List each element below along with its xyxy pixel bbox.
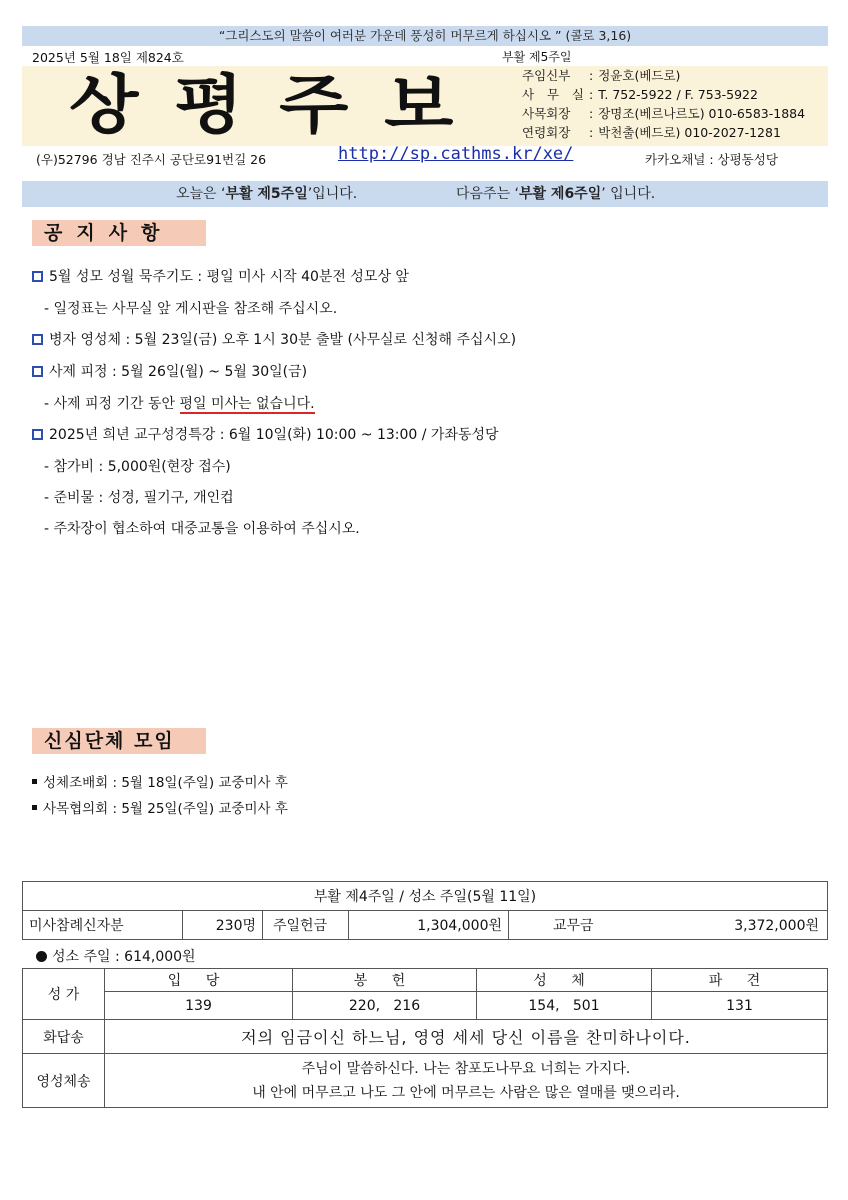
liturgical-week: 부활 제5주일 — [502, 50, 572, 64]
contact-office: 사 무 실 : T. 752-5922 / F. 753-5922 — [522, 87, 758, 102]
diocese-value: 3,372,000원 — [734, 918, 819, 934]
hymn-col-entrance: 입 당 — [105, 969, 293, 992]
checkbox-icon — [32, 271, 43, 282]
notice-subitem: - 준비물 : 성경, 필기구, 개인컵 — [44, 490, 234, 506]
bulletin-title: 상 평 주 보 — [68, 69, 456, 143]
diocese-label: 교무금 — [553, 918, 594, 934]
notice-item: 사제 피정 : 5월 26일(월) ~ 5월 30일(금) — [32, 361, 307, 381]
stats-heading: 부활 제4주일 / 성소 주일(5월 11일) — [23, 882, 828, 911]
hymn-col-offertory: 봉 헌 — [293, 969, 477, 992]
notice-subitem: - 참가비 : 5,000원(현장 접수) — [44, 459, 231, 475]
contact-council: 사목회장 : 장명조(베르나르도) 010-6583-1884 — [522, 106, 806, 121]
bullet-icon — [32, 805, 37, 810]
hymn-col-communion: 성 체 — [477, 969, 652, 992]
hymn-entrance-number: 139 — [105, 992, 293, 1020]
notice-subitem: - 일정표는 사무실 앞 게시판을 참조해 주십시오. — [44, 301, 338, 317]
communion-antiphon-text: 주님이 말씀하신다. 나는 참포도나무요 너희는 가지다. 내 안에 머무르고 나도 그 안에 머무르는 사람은 많은 열매를 맺으리라. — [105, 1054, 828, 1108]
hymns-table — [22, 968, 828, 1108]
contact-pastor: 주임신부 : 정윤호(베드로) — [522, 68, 681, 83]
communion-antiphon-label: 영성체송 — [23, 1054, 105, 1108]
attendance-value: 230명 — [183, 911, 263, 940]
psalm-label: 화답송 — [23, 1020, 105, 1054]
bullet-icon — [36, 951, 47, 962]
kakao-channel: 카카오채널 : 상평동성당 — [645, 152, 778, 167]
attendance-label: 미사참례신자분 — [23, 911, 183, 940]
hymn-offertory-number: 220, 216 — [293, 992, 477, 1020]
hymn-dismissal-number: 131 — [652, 992, 828, 1020]
diocese-cell — [509, 911, 828, 940]
notice-item: 5월 성모 성월 묵주기도 : 평일 미사 시작 40분전 성모상 앞 — [32, 266, 409, 286]
contact-list — [522, 66, 805, 142]
notice-item: 2025년 희년 교구성경특강 : 6월 10일(화) 10:00 ~ 13:00 / 가좌동성당 — [32, 424, 499, 444]
psalm-text: 저의 임금이신 하느님, 영영 세세 당신 이름을 찬미하나이다. — [105, 1020, 828, 1054]
hymn-col-dismissal: 파 견 — [652, 969, 828, 992]
hymn-communion-number: 154, 501 — [477, 992, 652, 1020]
next-week: 다음주는 ‘부활 제6주일’ 입니다. — [456, 186, 656, 202]
groups-title: 신심단체 모임 — [32, 728, 206, 754]
highlighted-text: 평일 미사는 없습니다. — [179, 396, 315, 412]
bullet-icon — [32, 779, 37, 784]
church-address: (우)52796 경남 진주시 공단로91번길 26 — [36, 152, 267, 167]
issue-date: 2025년 5월 18일 제824호 — [32, 50, 184, 65]
today-bar — [22, 181, 828, 207]
today-week: 오늘은 ‘부활 제5주일’입니다. — [176, 186, 358, 202]
hymn-label: 성 가 — [23, 969, 105, 1020]
vocation-offering: 성소 주일 : 614,000원 — [36, 946, 196, 966]
checkbox-icon — [32, 429, 43, 440]
group-item: 사목협의회 : 5월 25일(주일) 교중미사 후 — [32, 797, 288, 817]
header-verse: “그리스도의 말씀이 여러분 가운데 풍성히 머무르게 하십시오 ” (콜로 3,16) — [22, 26, 828, 46]
notice-item: 병자 영성체 : 5월 23일(금) 오후 1시 30분 출발 (사무실로 신청해 주십시오) — [32, 329, 516, 349]
group-item: 성체조배회 : 5월 18일(주일) 교중미사 후 — [32, 771, 288, 791]
stats-table — [22, 881, 828, 940]
website-link[interactable]: http://sp.cathms.kr/xe/ — [338, 144, 574, 164]
checkbox-icon — [32, 366, 43, 377]
notice-subitem: - 주차장이 협소하여 대중교통을 이용하여 주십시오. — [44, 521, 360, 537]
collection-label: 주일헌금 — [263, 911, 349, 940]
checkbox-icon — [32, 334, 43, 345]
notice-subitem: - 사제 피정 기간 동안 평일 미사는 없습니다. — [44, 396, 315, 412]
collection-value: 1,304,000원 — [349, 911, 509, 940]
notices-title: 공지사항 — [32, 220, 206, 246]
contact-funeral: 연령회장 : 박천출(베드로) 010-2027-1281 — [522, 125, 781, 140]
